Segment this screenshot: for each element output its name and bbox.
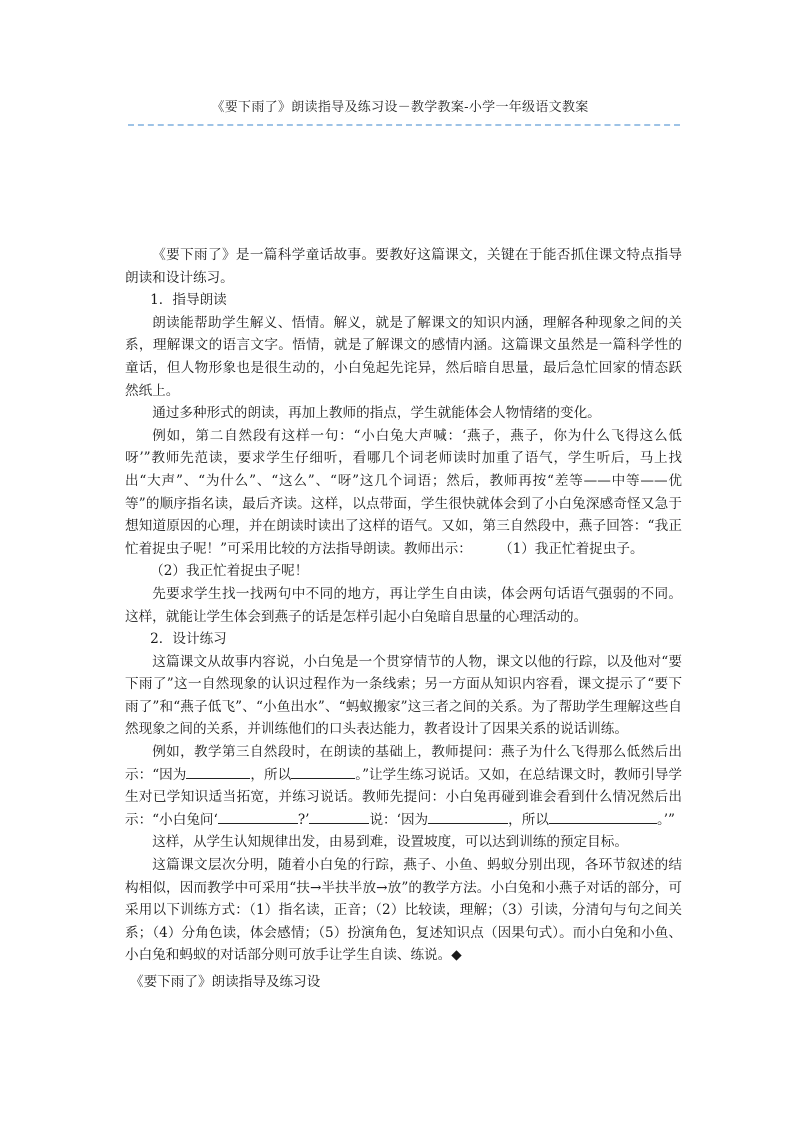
- fill-blank: [309, 809, 369, 824]
- exercise-text-g: 。’”: [656, 811, 676, 828]
- fill-blank: [428, 809, 508, 824]
- reading-paragraph-3: 例如，第二自然段有这样一句：“小白兔大声喊：‘燕子，燕子，你为什么飞得这么低呀’”教师先范读，要求学生仔细听，看哪几个词老师读时加重了语气，学生听后，马上找出“大声”、“为什么”、“这么”、“呀”这几个词语；然后，教师再按“差等——中等——优等”的顺序指名读，最后齐读。这样，以点带面，学生很快就体会到了小白兔深感奇怪又急于想知道原因的心理，并在朗读时读出了这样的语气。又如，第三自然段中，燕子回答：“我正忙着捉虫子呢！”可采用比较的方法指导朗读。教师出示： （1）我正忙着捉虫子。: [125, 427, 682, 557]
- fill-blank: [186, 764, 250, 779]
- fill-blank: [291, 764, 355, 779]
- exercise-text-a: 例如，教学第三自然段时，在朗读的基础上，教师提问：燕子为什么飞得那么低然后出示：“因为: [125, 744, 682, 783]
- reading-paragraph-1: 朗读能帮助学生解义、悟情。解义，就是了解课文的知识内涵，理解各种现象之间的关系，理解课文的语言文字。悟情，就是了解课文的感情内涵。这篇课文虽然是一篇科学性的童话，但人物形象也是很生动的，小白兔起先诧异，然后暗自思量，最后急忙回家的情态跃然纸上。: [125, 314, 682, 399]
- exercise-text-d: ?’: [297, 811, 310, 828]
- section-heading-reading: 1．指导朗读: [150, 292, 227, 309]
- reading-paragraph-4: 先要求学生找一找两句中不同的地方，再让学生自由读，体会两句话语气强弱的不同。这样，就能让学生体会到燕子的话是怎样引起小白兔暗自思量的心理活动的。: [125, 585, 682, 625]
- footer-title: 《要下雨了》朗读指导及练习设: [130, 974, 321, 990]
- exercise-text-e: 说：‘因为: [369, 811, 429, 828]
- section-heading-exercise: 2．设计练习: [150, 631, 227, 648]
- header-divider: [128, 124, 680, 126]
- exercise-paragraph-1: 这篇课文从故事内容说，小白兔是一个贯穿情节的人物，课文以他的行踪，以及他对“要下雨了”这一自然现象的认识过程作为一条线索；另一方面从知识内容看，课文提示了“要下雨了”和“燕子低飞”、“小鱼出水”、“蚂蚁搬家”这三者之间的关系。为了帮助学生理解这些自然现象之间的关系，并训练他们的口头表达能力，教者设计了因果关系的说话训练。: [125, 653, 682, 738]
- reading-paragraph-2: 通过多种形式的朗读，再加上教师的指点，学生就能体会人物情绪的变化。: [152, 405, 601, 422]
- exercise-text-b: ，所以: [250, 766, 292, 783]
- intro-paragraph: 《要下雨了》是一篇科学童话故事。要教好这篇课文，关键在于能否抓住课文特点指导朗读和设计练习。: [125, 247, 682, 286]
- fill-blank: [218, 809, 298, 824]
- exercise-text-c: 。”让学生练习说话。又如，在总结课文时，教师引导学生对已学知识适当拓宽，并练习说话。教师先提问：小白兔再碰到谁会看到什么情况然后出示：“小白兔问‘: [125, 766, 683, 828]
- exercise-paragraph-3: 这样，从学生认知规律出发，由易到难，设置坡度，可以达到训练的预定目标。: [152, 834, 628, 851]
- article-body: [125, 244, 682, 967]
- exercise-paragraph-2: [125, 741, 682, 831]
- example-sentence-2: （2）我正忙着捉虫子呢！: [150, 563, 309, 580]
- fill-blank: [549, 809, 657, 824]
- exercise-text-f: ，所以: [508, 811, 549, 828]
- page-header-title: 《要下雨了》朗读指导及练习设－教学教案-小学一年级语文教案: [211, 100, 589, 115]
- exercise-paragraph-4: 这篇课文层次分明，随着小白兔的行踪，燕子、小鱼、蚂蚁分别出现，各环节叙述的结构相似，因而教学中可采用“扶→半扶半放→放”的教学方法。小白兔和小燕子对话的部分，可采用以下训练方式：（1）指名读，正音；（2）比较读，理解；（3）引读，分清句与句之间关系；（4）分角色读，体会感情；（5）扮演角色，复述知识点（因果句式）。而小白兔和小鱼、小白兔和蚂蚁的对话部分则可放手让学生自读、练说。◆: [125, 857, 682, 964]
